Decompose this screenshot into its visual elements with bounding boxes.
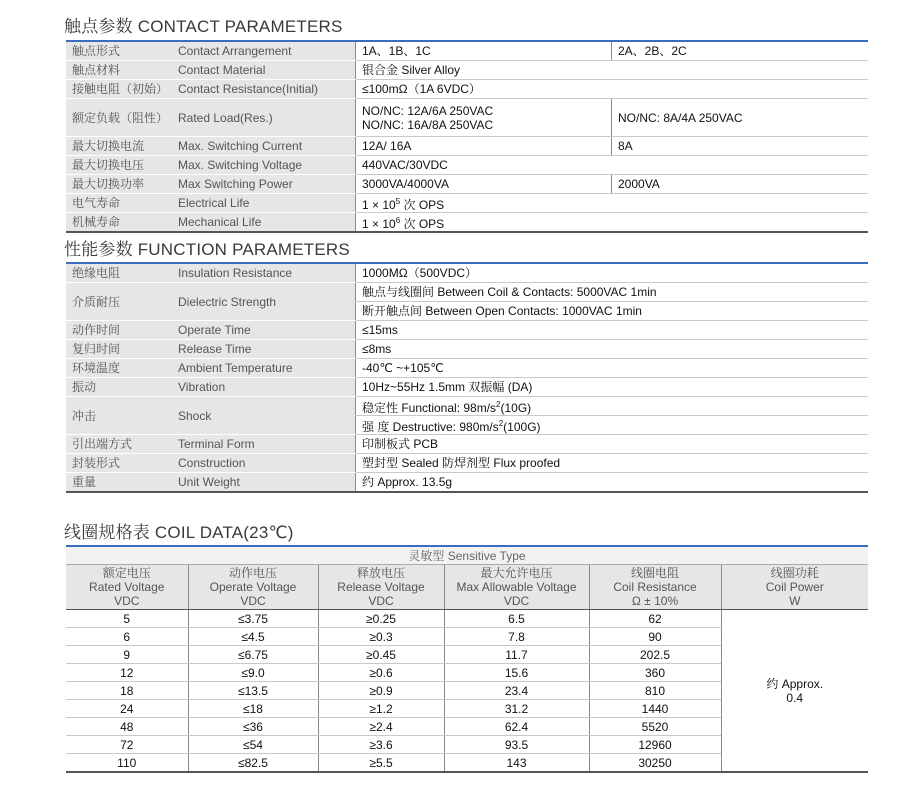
- header-en: Max Allowable Voltage: [456, 580, 577, 594]
- param-value: 10Hz~55Hz 1.5mm 双振幅 (DA): [356, 378, 869, 397]
- max-voltage-cell: 11.7: [444, 646, 589, 664]
- rated-voltage-cell: 24: [66, 700, 188, 718]
- coil-resistance-cell: 1440: [589, 700, 721, 718]
- param-cn: 振动: [66, 378, 172, 397]
- column-header: [188, 565, 318, 610]
- rated-voltage-cell: 18: [66, 682, 188, 700]
- param-value: 塑封型 Sealed 防焊剂型 Flux proofed: [356, 454, 869, 473]
- param-en: Ambient Temperature: [172, 359, 356, 378]
- table-row: [66, 435, 868, 454]
- param-cn: 额定负载（阻性）: [66, 99, 172, 137]
- param-value: 1A、1B、1C: [356, 41, 612, 61]
- param-en: Max Switching Power: [172, 175, 356, 194]
- param-value: 印制板式 PCB: [356, 435, 869, 454]
- header-en: Operate Voltage: [209, 580, 297, 594]
- param-en: Max. Switching Voltage: [172, 156, 356, 175]
- release-voltage-cell: ≥5.5: [318, 754, 444, 773]
- release-voltage-cell: ≥0.3: [318, 628, 444, 646]
- param-value: 1000MΩ（500VDC）: [356, 263, 869, 283]
- param-value: 3000VA/4000VA: [356, 175, 612, 194]
- max-voltage-cell: 62.4: [444, 718, 589, 736]
- param-en: Release Time: [172, 340, 356, 359]
- column-header: [589, 565, 721, 610]
- header-cn: 额定电压: [102, 566, 151, 580]
- param-en: Construction: [172, 454, 356, 473]
- header-cn: 最大允许电压: [480, 566, 553, 580]
- param-en: Contact Resistance(Initial): [172, 80, 356, 99]
- release-voltage-cell: ≥0.9: [318, 682, 444, 700]
- param-value: 约 Approx. 13.5g: [356, 473, 869, 493]
- shock-functional-g: (10G): [500, 400, 532, 415]
- table-row: [66, 340, 868, 359]
- param-cn: 电气寿命: [66, 194, 172, 213]
- param-en: Insulation Resistance: [172, 263, 356, 283]
- param-value: ≤8ms: [356, 340, 869, 359]
- operate-voltage-cell: ≤36: [188, 718, 318, 736]
- param-en: Unit Weight: [172, 473, 356, 493]
- param-value: 银合金 Silver Alloy: [356, 61, 869, 80]
- param-en: Contact Material: [172, 61, 356, 80]
- param-value: 触点与线圈间 Between Coil & Contacts: 5000VAC 1min: [356, 283, 869, 302]
- shock-destructive: 强 度 Destructive: 980m/s: [362, 419, 499, 434]
- table-row: [66, 378, 868, 397]
- rated-voltage-cell: 6: [66, 628, 188, 646]
- param-en: Vibration: [172, 378, 356, 397]
- release-voltage-cell: ≥3.6: [318, 736, 444, 754]
- max-voltage-cell: 15.6: [444, 664, 589, 682]
- header-en: Coil Resistance: [613, 580, 697, 594]
- param-cn: 绝缘电阻: [66, 263, 172, 283]
- param-cn: 重量: [66, 473, 172, 493]
- operate-voltage-cell: ≤13.5: [188, 682, 318, 700]
- param-cn: 最大切换功率: [66, 175, 172, 194]
- life-exponent: 6: [395, 215, 401, 225]
- coil-data-heading: 线圈规格表 COIL DATA(23℃): [64, 523, 294, 542]
- coil-resistance-cell: 12960: [589, 736, 721, 754]
- param-cn: 封装形式: [66, 454, 172, 473]
- coil-resistance-cell: 810: [589, 682, 721, 700]
- contact-parameters-table: [66, 40, 868, 233]
- coil-power-cell: [721, 610, 868, 773]
- header-unit: VDC: [503, 594, 530, 608]
- table-row: [66, 194, 868, 213]
- header-unit: Ω ± 10%: [631, 594, 679, 608]
- param-en: Shock: [172, 397, 356, 435]
- coil-resistance-cell: 90: [589, 628, 721, 646]
- coil-resistance-cell: 5520: [589, 718, 721, 736]
- header-cn: 线圈功耗: [770, 566, 819, 580]
- param-value: 440VAC/30VDC: [356, 156, 869, 175]
- table-row: [66, 610, 868, 628]
- coil-resistance-cell: 360: [589, 664, 721, 682]
- table-row: [66, 321, 868, 340]
- param-cn: 最大切换电流: [66, 137, 172, 156]
- param-value: [356, 213, 869, 233]
- header-cn: 线圈电阻: [630, 566, 679, 580]
- table-row: [66, 213, 868, 233]
- param-en: Dielectric Strength: [172, 283, 356, 321]
- max-voltage-cell: 6.5: [444, 610, 589, 628]
- operate-voltage-cell: ≤6.75: [188, 646, 318, 664]
- param-value-alt: 8A: [612, 137, 869, 156]
- table-row: [66, 454, 868, 473]
- coil-type-row: [66, 546, 868, 565]
- squared-superscript: 2: [496, 399, 501, 409]
- table-row: [66, 397, 868, 416]
- release-voltage-cell: ≥1.2: [318, 700, 444, 718]
- operate-voltage-cell: ≤3.75: [188, 610, 318, 628]
- table-row: [66, 175, 868, 194]
- column-header: [721, 565, 868, 610]
- param-value: [356, 397, 869, 416]
- rated-voltage-cell: 9: [66, 646, 188, 664]
- param-cn: 动作时间: [66, 321, 172, 340]
- param-value: [356, 99, 612, 137]
- param-value: 断开触点间 Between Open Contacts: 1000VAC 1min: [356, 302, 869, 321]
- contact-parameters-heading: 触点参数 CONTACT PARAMETERS: [64, 17, 343, 36]
- header-unit: VDC: [240, 594, 266, 608]
- param-cn: 复归时间: [66, 340, 172, 359]
- column-header: [318, 565, 444, 610]
- table-row: [66, 156, 868, 175]
- function-parameters-heading: 性能参数 FUNCTION PARAMETERS: [64, 240, 350, 259]
- sensitive-type-label: 灵敏型 Sensitive Type: [66, 546, 868, 565]
- header-unit: VDC: [114, 594, 140, 608]
- param-cn: 环境温度: [66, 359, 172, 378]
- table-row: [66, 473, 868, 493]
- rated-voltage-cell: 110: [66, 754, 188, 773]
- param-value-alt: 2A、2B、2C: [612, 41, 869, 61]
- param-cn: 冲击: [66, 397, 172, 435]
- release-voltage-cell: ≥0.6: [318, 664, 444, 682]
- coil-power-value: 0.4: [786, 690, 804, 705]
- table-row: [66, 80, 868, 99]
- rated-voltage-cell: 48: [66, 718, 188, 736]
- table-row: [66, 283, 868, 302]
- coil-data-table: [66, 545, 868, 773]
- life-suffix: 次 OPS: [400, 197, 445, 212]
- shock-functional: 稳定性 Functional: 98m/s: [362, 400, 497, 415]
- header-cn: 释放电压: [356, 566, 405, 580]
- param-en: Mechanical Life: [172, 213, 356, 233]
- release-voltage-cell: ≥0.45: [318, 646, 444, 664]
- param-cn: 引出端方式: [66, 435, 172, 454]
- header-unit: W: [789, 594, 801, 608]
- param-value: [356, 194, 869, 213]
- table-row: [66, 99, 868, 137]
- operate-voltage-cell: ≤54: [188, 736, 318, 754]
- column-header: [444, 565, 589, 610]
- param-value: ≤100mΩ（1A 6VDC）: [356, 80, 869, 99]
- column-header: [66, 565, 188, 610]
- param-en: Contact Arrangement: [172, 41, 356, 61]
- param-value: ≤15ms: [356, 321, 869, 340]
- max-voltage-cell: 143: [444, 754, 589, 773]
- function-parameters-table: [66, 262, 868, 493]
- release-voltage-cell: ≥0.25: [318, 610, 444, 628]
- param-value-alt: NO/NC: 8A/4A 250VAC: [612, 99, 869, 137]
- param-cn: 触点材料: [66, 61, 172, 80]
- param-cn: 触点形式: [66, 41, 172, 61]
- param-cn: 接触电阻（初始）: [66, 80, 172, 99]
- param-value: [356, 416, 869, 435]
- rated-load-line-1: NO/NC: 12A/6A 250VAC: [362, 103, 494, 118]
- param-en: Terminal Form: [172, 435, 356, 454]
- coil-resistance-cell: 30250: [589, 754, 721, 773]
- table-row: [66, 61, 868, 80]
- table-row: [66, 41, 868, 61]
- table-row: [66, 137, 868, 156]
- max-voltage-cell: 23.4: [444, 682, 589, 700]
- header-en: Rated Voltage: [89, 580, 165, 594]
- operate-voltage-cell: ≤4.5: [188, 628, 318, 646]
- coil-header-row: [66, 565, 868, 610]
- squared-superscript: 2: [498, 418, 504, 428]
- table-row: [66, 263, 868, 283]
- param-en: Electrical Life: [172, 194, 356, 213]
- max-voltage-cell: 31.2: [444, 700, 589, 718]
- param-value-alt: 2000VA: [612, 175, 869, 194]
- rated-voltage-cell: 5: [66, 610, 188, 628]
- param-cn: 最大切换电压: [66, 156, 172, 175]
- life-suffix: 次 OPS: [400, 216, 445, 231]
- param-en: Max. Switching Current: [172, 137, 356, 156]
- rated-load-line-2: NO/NC: 16A/8A 250VAC: [362, 117, 494, 132]
- release-voltage-cell: ≥2.4: [318, 718, 444, 736]
- life-exponent: 5: [395, 196, 401, 206]
- coil-resistance-cell: 62: [589, 610, 721, 628]
- header-en: Coil Power: [765, 580, 824, 594]
- param-cn: 机械寿命: [66, 213, 172, 233]
- max-voltage-cell: 7.8: [444, 628, 589, 646]
- operate-voltage-cell: ≤18: [188, 700, 318, 718]
- max-voltage-cell: 93.5: [444, 736, 589, 754]
- param-cn: 介质耐压: [66, 283, 172, 321]
- coil-power-approx: 约 Approx.: [766, 676, 824, 691]
- table-row: [66, 359, 868, 378]
- rated-voltage-cell: 12: [66, 664, 188, 682]
- life-prefix: 1 × 10: [362, 197, 396, 212]
- life-prefix: 1 × 10: [362, 216, 396, 231]
- param-value: 12A/ 16A: [356, 137, 612, 156]
- param-value: -40℃ ~+105℃: [356, 359, 869, 378]
- header-en: Release Voltage: [337, 580, 425, 594]
- param-en: Rated Load(Res.): [172, 99, 356, 137]
- header-cn: 动作电压: [228, 566, 277, 580]
- coil-resistance-cell: 202.5: [589, 646, 721, 664]
- rated-voltage-cell: 72: [66, 736, 188, 754]
- header-unit: VDC: [368, 594, 394, 608]
- operate-voltage-cell: ≤9.0: [188, 664, 318, 682]
- param-en: Operate Time: [172, 321, 356, 340]
- operate-voltage-cell: ≤82.5: [188, 754, 318, 773]
- shock-destructive-g: (100G): [503, 419, 541, 434]
